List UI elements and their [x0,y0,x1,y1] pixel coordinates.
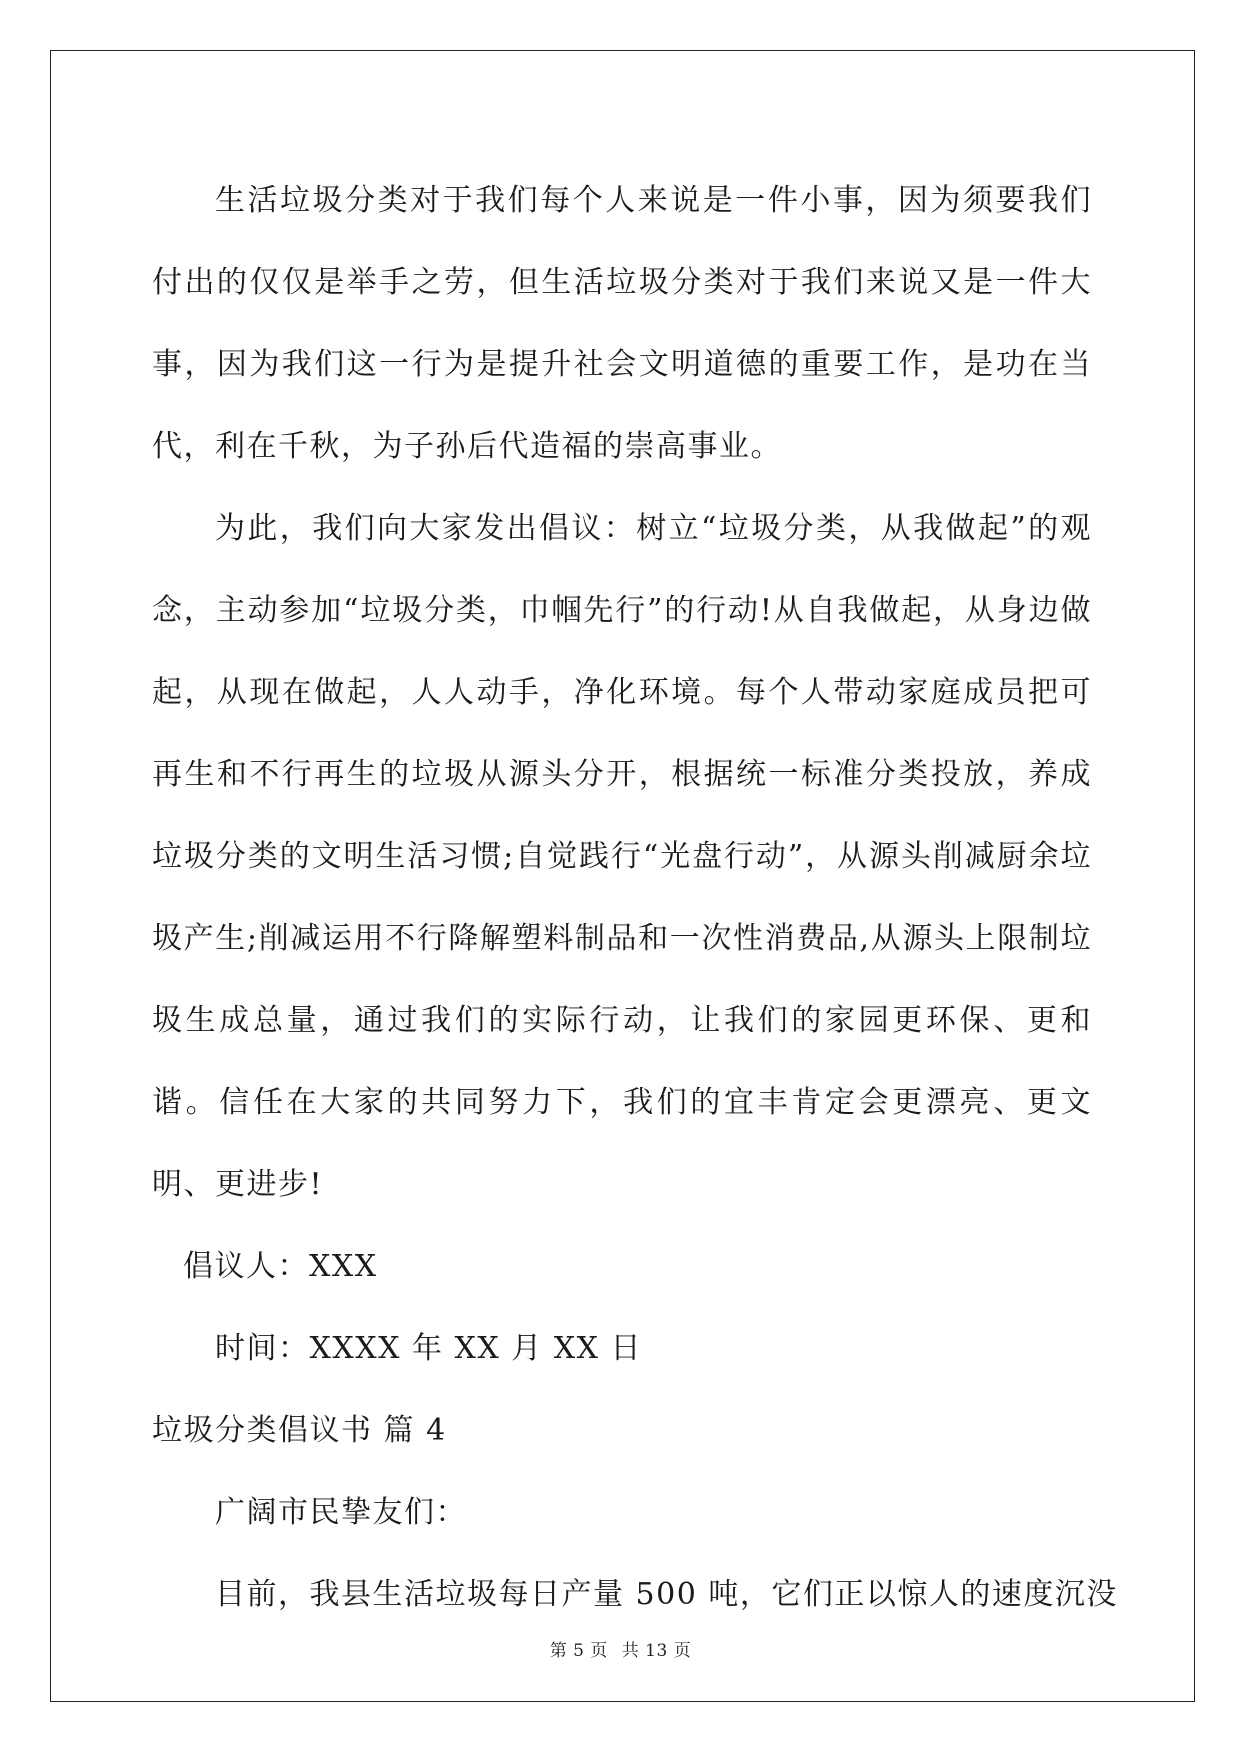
page-total: 共 13 页 [621,1641,692,1661]
paragraph-2: 为此，我们向大家发出倡议：树立“垃圾分类，从我做起”的观念，主动参加“垃圾分类，巾帼先行”的行动!从自我做起，从身边做起，从现在做起，人人动手，净化环境。每个人带动家庭成员把可再生和不行再生的垃圾从源头分开，根据统一标准分类投放，养成垃圾分类的文明生活习惯;自觉践行“光盘行动”，从源头削减厨余垃圾产生;削减运用不行降解塑料制品和一次性消费品,从源头上限制垃圾生成总量，通过我们的实际行动，让我们的家园更环保、更和谐。信任在大家的共同努力下，我们的宜丰肯定会更漂亮、更文明、更进步! [152,511,1092,1202]
page-footer [0,1636,1241,1661]
paragraph-1: 生活垃圾分类对于我们每个人来说是一件小事，因为须要我们付出的仅仅是举手之劳，但生活垃圾分类对于我们来说又是一件大事，因为我们这一行为是提升社会文明道德的重要工作，是功在当代，利在千秋，为子孙后代造福的崇高事业。 [152,183,1092,464]
document-body [152,160,1118,1636]
date-line: 时间：XXXX 年 XX 月 XX 日 [215,1331,643,1366]
signer-line: 倡议人：XXX [183,1249,378,1284]
greeting-line: 广阔市民挚友们： [215,1495,467,1530]
paragraph-3: 目前，我县生活垃圾每日产量 500 吨，它们正以惊人的速度沉没 [215,1577,1118,1612]
page-number: 第 5 页 [549,1641,608,1661]
section-title: 垃圾分类倡议书 篇 4 [152,1413,447,1448]
